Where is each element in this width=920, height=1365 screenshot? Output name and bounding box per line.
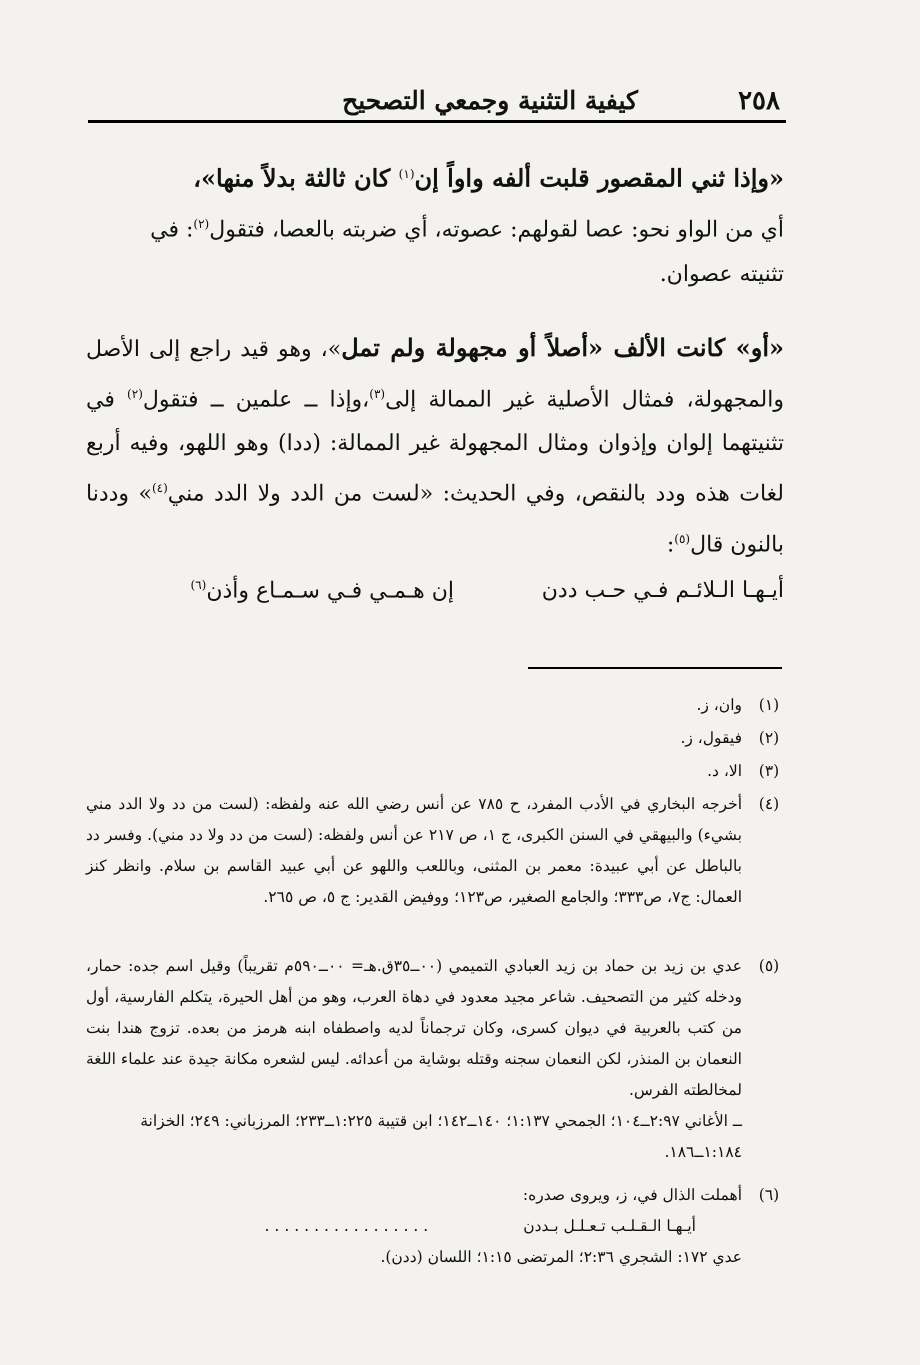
quoted-text: «وإذا ثني المقصور قلبت ألفه واواً إن	[414, 163, 784, 193]
footnote-number: (٢)	[758, 729, 780, 747]
running-title: كيفية التثنية وجمعي التصحيح	[342, 86, 638, 115]
footnote-ref: (٦)	[190, 578, 207, 592]
text-run: في تثنيتهما إلوان وإذوان ومثال المجهولة غير الممالة: (ددا) وهو اللهو، وفيه أربع لغات هذه ودد بالنقص، وفي الحديث: «لست من الدد ولا الدد مني	[86, 387, 784, 507]
text-run: :	[666, 531, 675, 557]
page-number: ٢٥٨	[738, 86, 780, 116]
footnote	[86, 690, 786, 721]
footnote	[86, 789, 786, 913]
footnote-ref: (٢)	[193, 217, 210, 232]
text-run: » وددنا بالنون قال	[86, 481, 784, 557]
footnote	[86, 1180, 786, 1273]
text-run: ،وإذا ــ علمين ــ فتقول	[142, 387, 370, 413]
footnote	[86, 951, 786, 1168]
text-run: »، وهو قيد راجع إلى الأصل والمجهولة، فمثال الأصلية غير الممالة إلى	[86, 337, 784, 413]
footnote-text: الا، د.	[707, 762, 742, 780]
footnote-ref: (٤)	[151, 481, 168, 496]
footnote-separator	[528, 667, 782, 669]
footnote-text: أهملت الذال في، ز، ويروى صدره:	[522, 1186, 742, 1204]
footnote-number: (٥)	[758, 957, 780, 975]
footnote-number: (٤)	[758, 795, 780, 813]
footnote-ref: (١)	[398, 167, 415, 181]
footnote-text: وان، ز.	[696, 696, 742, 714]
footnote-number: (١)	[758, 696, 780, 714]
quoted-text: «أو» كانت الألف «	[588, 333, 784, 362]
footnote-ref: (٣)	[369, 387, 386, 401]
quoted-text: كان ثالثة بدلاً منها»،	[193, 163, 399, 193]
footnote-ref: (٥)	[674, 531, 691, 546]
quoted-hemistich: أيـهـا الـقـلـب تـعـلـل بـددن	[523, 1217, 696, 1235]
text-line: تثنيته عصوان.	[659, 261, 784, 287]
first-hemistich: أيـهـا الـلائـم فـي حـب ددن	[541, 578, 784, 603]
footnote-ref: (٢)	[127, 387, 143, 401]
header-rule	[88, 120, 786, 123]
paragraph-1	[86, 152, 784, 297]
text-line: : في	[150, 217, 194, 243]
poem-verse	[86, 578, 784, 622]
footnote-sources: ــ الأغاني ٢:٩٧ــ١٠٤؛ الجمحي ١:١٣٧؛ ١٤٠ــ١٤٢؛ ابن قتيبة ١:٢٢٥ــ٢٣٣؛ المرزباني: ٢٤٩؛ الخزانة ١:١٨٤ــ١٨٦.	[140, 1112, 742, 1161]
paragraph-2	[86, 326, 784, 567]
footnote-text: عدي بن زيد بن حماد بن زيد العبادي التميمي (٠٠ــ٣٥ق.هـ= ٠٠ــ٥٩٠م تقريباً) وقيل اسم جده: حمار، ودخله كثير من التصحيف. شاعر مجيد معدود في دهاة العرب، وهو من أهل الحيرة، يتكلم الفارسية، أول من كتب بالعربية في ديوان كسرى، وكان ترجماناً لديه واصطفاه ابنه هرمز من بعده. تزوج هندا بنت النعمان بن المنذر، لكن النعمان سجنه وقتله بوشاية من أعدائه. ليس لشعره مكانة جيدة عند علماء اللغة لمخالطته الفرس.	[86, 957, 742, 1099]
footnote-number: (٣)	[758, 762, 780, 780]
footnote	[86, 756, 786, 787]
footnote-number: (٦)	[758, 1186, 780, 1204]
footnote-sources: عدي ١٧٢: الشجري ٢:٣٦؛ المرتضى ١:١٥؛ اللسان (ددن).	[380, 1248, 742, 1266]
ellipsis-dots: .................	[264, 1217, 434, 1235]
quoted-text: أصلاً أو مجهولة ولم تمل	[341, 333, 589, 362]
footnote-text: فيقول، ز.	[680, 729, 742, 747]
text-line: أي من الواو نحو: عصا لقولهم: عصوته، أي ضربته بالعصا، فتقول	[209, 217, 784, 243]
footnote	[86, 723, 786, 754]
second-hemistich: إن هـمـي فـي سـمـاع وأذن	[206, 578, 454, 604]
footnote-text: أخرجه البخاري في الأدب المفرد، ح ٧٨٥ عن أنس رضي الله عنه ولفظه: (لست من دد ولا الدد مني بشيء) والبيهقي في السنن الكبرى، ج ١، ص ٢١٧ عن أنس ولفظه: (لست من دد ولا دد مني). وفسر دد بالباطل عن أبي عبيدة: معمر بن المثنى، وباللعب واللهو عن أبي عبيد القاسم بن سلام. وانظر كنز العمال: ج٧، ص٣٣٣؛ والجامع الصغير، ص١٢٣؛ ووفيض القدير: ج ٥، ص ٢٦٥.	[86, 795, 742, 906]
